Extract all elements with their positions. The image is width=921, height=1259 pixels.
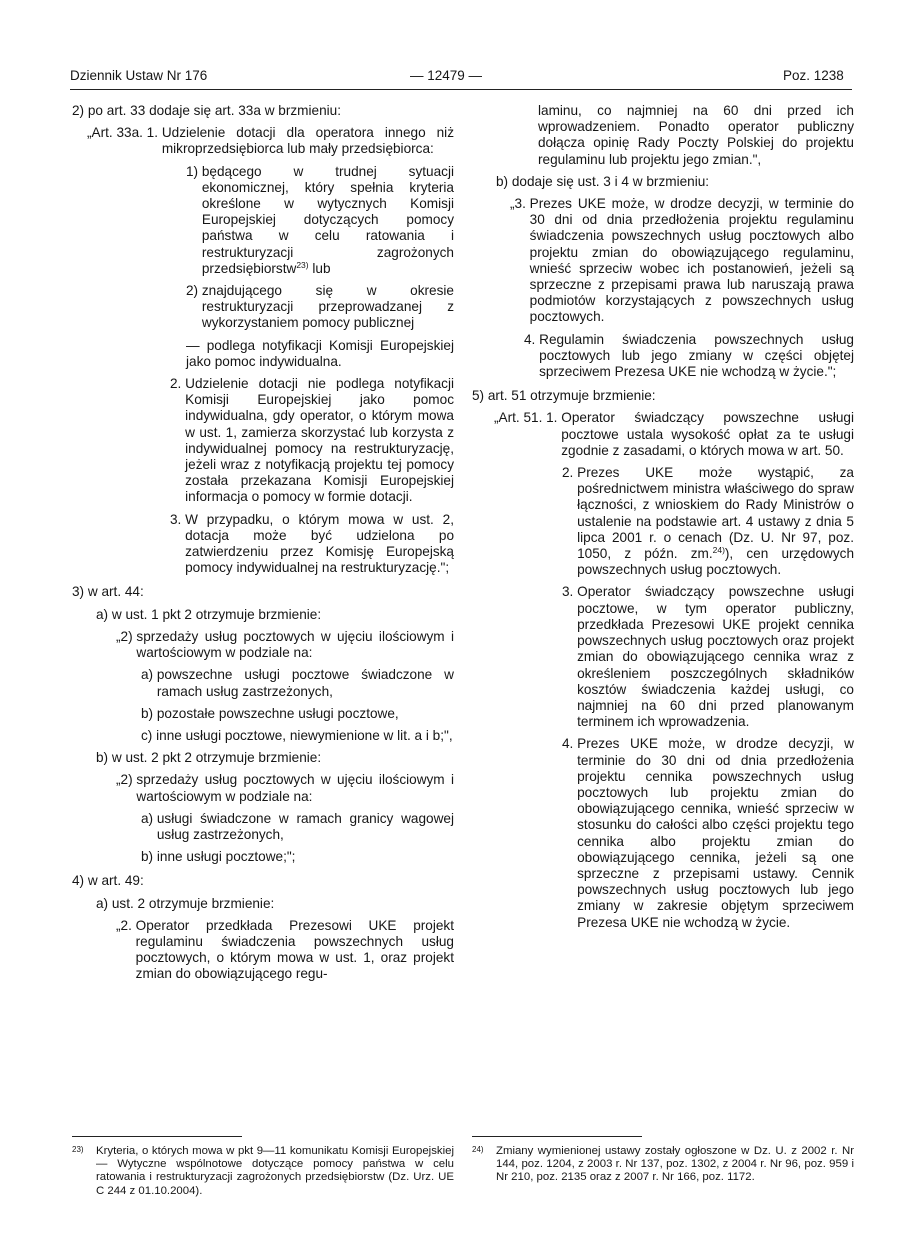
art-51-ust-4-text: Prezes UKE może, w drodze decyzji, w terminie do 30 dni od dnia przedłożenia projektu cennika powszechnych usług pocztowych lub projektu zmian do obowiązującego cennika, wnieść sprzeciw w stosunku do całości albo części projektu tego cennika albo projektu zmian do obowiązującego cennika, jeżeli są one sprzeczne z przepisami ustawy. Cennik powszechnych usług pocztowych lub jego zmiany w zakresie objętym sprzeciwem Prezesa UKE nie wchodzą w życie. <box>577 736 854 930</box>
art-51-ust-2-tail: ), cen urzędowych powszechnych usług pocztowych. <box>577 546 855 578</box>
item-3b-lit-a-text: usługi świadczone w ramach granicy wagowej usług zastrzeżonych, <box>156 810 454 842</box>
item-3b-lit-b-text: inne usługi pocztowe;"; <box>156 849 296 865</box>
footnote-23-text: Kryteria, o których mowa w pkt 9—11 komunikatu Komisji Europejskiej — Wytyczne wspólnotowe dotyczące pomocy państwa w celu ratowania i restrukturyzacji zagrożonych przedsiębiorstw (Dz. Urz. UE C 244 z 01.10.2004). <box>96 1145 454 1197</box>
footnote-ref-24: 24) <box>712 545 725 556</box>
item-4b-ust-4-label: 4. <box>524 331 540 347</box>
pkt-1-label: 1) <box>186 163 202 179</box>
item-4b-ust-3 <box>510 196 854 326</box>
item-4b-ust-4 <box>524 332 854 381</box>
item-3b-pkt-2-label: „2) <box>116 772 137 788</box>
pkt-1-tail: lub <box>308 260 331 276</box>
item-4b-ust-4-text: Regulamin świadczenia powszechnych usług pocztowych lub jego zmiany w części objętej sprzeciwem Prezesa UKE nie wchodzą w życie."; <box>539 331 854 380</box>
item-5-intro: 5) art. 51 otrzymuje brzmienie: <box>472 388 656 404</box>
ust-3-label: 3. <box>170 511 186 527</box>
item-4-intro: 4) w art. 49: <box>72 873 144 889</box>
item-3a-lit-a <box>141 667 454 699</box>
item-4b-intro: b) dodaje się ust. 3 i 4 w brzmieniu: <box>496 173 710 189</box>
art-51-ust-2-text <box>577 465 854 578</box>
item-3a-lit-c <box>141 728 454 744</box>
art-51-ust-2 <box>562 465 854 578</box>
item-3a-pkt-2 <box>116 629 454 661</box>
item-4a-continuation: laminu, co najmniej na 60 dni przed ich wprowadzeniem. Ponadto operator publiczny dołącza opinię Rady Poczty Polskiej do projektu regulaminu lub projektu jego zmian.", <box>538 103 854 167</box>
footnote-ref-23: 23) <box>296 259 309 270</box>
right-column <box>472 103 854 931</box>
lit-a-label: a) <box>141 667 157 683</box>
item-3b-lit-b <box>141 849 454 865</box>
item-3a-lit-b <box>141 706 454 722</box>
footnote-rule-right <box>472 1136 642 1137</box>
lit-b-text: pozostałe powszechne usługi pocztowe, <box>156 705 399 721</box>
item-3b-intro: b) w ust. 2 pkt 2 otrzymuje brzmienie: <box>96 750 322 766</box>
running-header-left: Dziennik Ustaw Nr 176 <box>70 68 208 83</box>
item-4a-ust-2 <box>116 918 454 983</box>
footnote-24-mark: 24) <box>472 1145 484 1154</box>
pkt-1-text <box>202 164 454 277</box>
art-51-ust-1-text: Operator świadczący powszechne usługi pocztowe ustala wysokość opłat za te usługi zgodnie z zasadami, o których mowa w art. 50. <box>561 410 854 458</box>
art-33a-ust-1 <box>87 125 454 157</box>
page-number: — 12479 — <box>410 68 483 83</box>
pkt-2-label: 2) <box>186 283 202 299</box>
item-4a-ust-2-label: „2. <box>116 917 136 933</box>
art-51-ust-2-body: Prezes UKE może wystąpić, za pośrednictwem ministra właściwego do spraw łączności, z wnioskiem do Rady Ministrów o ustalenie na podstawie art. 4 ustawy z dnia 5 lipca 2001 r. o cenach (Dz. U. Nr 97, poz. 1050, z późn. zm. <box>577 465 854 562</box>
art-33a-ust-1-label: „Art. 33a. 1. <box>87 125 162 141</box>
pkt-1-body: będącego w trudnej sytuacji ekonomicznej, który spełnia kryteria określone w wytycznych Komisji Europejskiej dotyczących pomocy państwa w celu ratowania i restrukturyzacji zagrożonych przedsiębiorstw <box>201 163 454 276</box>
ust-3-text: W przypadku, o którym mowa w ust. 2, dotacja może być udzielona po zatwierdzeniu przez Komisję Europejską pomocy indywidualnej na restrukturyzację."; <box>185 511 454 576</box>
lit-c-text: inne usługi pocztowe, niewymienione w lit. a i b;", <box>156 727 453 743</box>
left-column <box>72 103 454 983</box>
art-51-ust-1 <box>494 410 854 459</box>
item-3a-pkt-2-text: sprzedaży usług pocztowych w ujęciu ilościowym i wartościowym w podziale na: <box>136 628 454 661</box>
footnote-rule-left <box>72 1136 242 1137</box>
item-4a-intro: a) ust. 2 otrzymuje brzmienie: <box>96 895 275 911</box>
ust-2-label: 2. <box>170 376 186 392</box>
running-header-right: Poz. 1238 <box>783 68 844 83</box>
art-33a-ust-2 <box>170 376 454 506</box>
footnote-23-mark: 23) <box>72 1145 84 1154</box>
footnote-23 <box>72 1145 454 1198</box>
item-3b-pkt-2 <box>116 772 454 804</box>
lit-c-label: c) <box>141 727 157 743</box>
art-33a-ust-3 <box>170 512 454 577</box>
item-3b-lit-a-label: a) <box>141 810 157 826</box>
item-3b-lit-a <box>141 811 454 843</box>
art-33a-ust-1-text: Udzielenie dotacji dla operatora innego niż mikroprzedsiębiorca lub mały przedsiębiorca: <box>161 125 454 157</box>
ust-2-text: Udzielenie dotacji nie podlega notyfikacji Komisji Europejskiej jako pomoc indywidualna, gdy operator, o którym mowa w ust. 1, zamierza skorzystać lub korzysta z indywidualnej pomocy na restrukturyzację, jeżeli wraz z notyfikacją projektu tej pomocy została przekazana Komisji Europejskiej informacja o pomocy w formie dotacji. <box>185 376 454 505</box>
item-4b-ust-3-text: Prezes UKE może, w drodze decyzji, w terminie do 30 dni od dnia przedłożenia projektu regulaminu świadczenia powszechnych usług pocztowych albo projektu zmian do obowiązującego regulaminu, wnieść sprzeciw wobec ich postanowień, jeżeli są sprzeczne z przepisami prawa lub naruszają prawa podmiotów korzystających z powszechnych usług pocztowych. <box>529 196 854 325</box>
lit-a-text: powszechne usługi pocztowe świadczone w ramach usług zastrzeżonych, <box>156 667 454 699</box>
art-51-ust-3-label: 3. <box>562 584 578 600</box>
item-4b-ust-3-label: „3. <box>510 196 530 212</box>
lit-b-label: b) <box>141 705 157 721</box>
pkt-2-text: znajdującego się w okresie restrukturyzacji przeprowadzanej z wykorzystaniem pomocy publicznej <box>201 283 454 331</box>
art-33a-ust-1-pkt-2 <box>186 283 454 332</box>
art-51-ust-1-label: „Art. 51. 1. <box>494 410 562 426</box>
header-rule <box>70 89 852 90</box>
item-4a-ust-2-text: Operator przedkłada Prezesowi UKE projekt regulaminu świadczenia powszechnych usług pocztowych, o którym mowa w ust. 1, oraz projekt zmian do obowiązującego regu- <box>135 917 454 982</box>
item-3a-pkt-2-label: „2) <box>116 628 137 644</box>
art-51-ust-3-text: Operator świadczący powszechne usługi pocztowe, w tym operator publiczny, przedkłada Prezesowi UKE projekt cennika powszechnych usług pocztowych oraz projekt zmian do obowiązującego cennika wraz z określeniem poszczególnych składników kosztów świadczenia każdej usługi, co najmniej na 60 dni przed planowanym terminem ich wprowadzenia. <box>577 584 854 730</box>
art-51-ust-4 <box>562 736 854 930</box>
item-3-intro: 3) w art. 44: <box>72 584 144 600</box>
art-33a-ust-1-closing: — podlega notyfikacji Komisji Europejskiej jako pomoc indywidualna. <box>186 337 454 369</box>
art-51-ust-2-label: 2. <box>562 465 578 481</box>
item-3b-pkt-2-text: sprzedaży usług pocztowych w ujęciu ilościowym i wartościowym w podziale na: <box>136 772 454 804</box>
art-33a-ust-1-pkt-1 <box>186 164 454 277</box>
art-51-ust-4-label: 4. <box>562 736 578 752</box>
footnote-24-text: Zmiany wymienionej ustawy zostały ogłoszone w Dz. U. z 2002 r. Nr 144, poz. 1204, z 2003 r. Nr 137, poz. 1302, z 2004 r. Nr 96, poz. 959 i Nr 210, poz. 2135 oraz z 2007 r. Nr 166, poz. 1172. <box>496 1145 854 1184</box>
item-3b-lit-b-label: b) <box>141 849 157 865</box>
item-3a-intro: a) w ust. 1 pkt 2 otrzymuje brzmienie: <box>96 606 322 622</box>
footnote-24 <box>472 1145 854 1185</box>
art-51-ust-3 <box>562 584 854 730</box>
item-2-intro: 2) po art. 33 dodaje się art. 33a w brzmieniu: <box>72 103 342 118</box>
